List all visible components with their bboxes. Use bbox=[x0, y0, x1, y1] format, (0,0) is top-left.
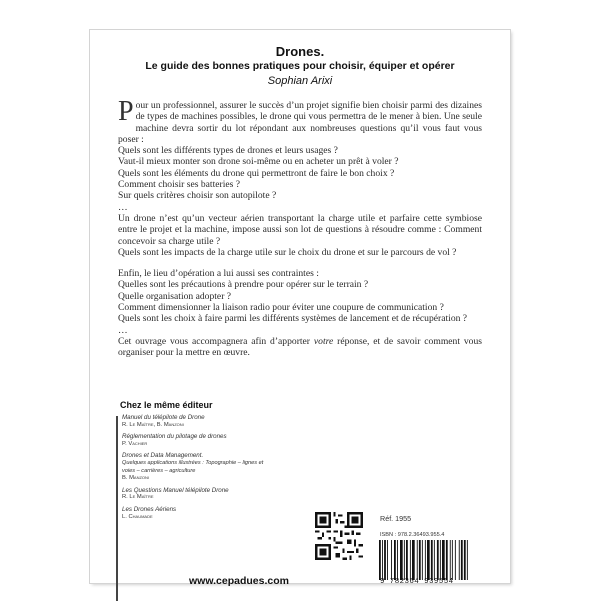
payload-paragraph: Un drone n’est qu’un vecteur aérien transportant la charge utile et parfaire cette symbiose entre le projet et la machine, impose aussi son lot de questions à résoudre comme : Comment concevoir sa charge utile ? bbox=[118, 212, 482, 247]
isbn: ISBN : 978.2.36493.955.4 bbox=[380, 532, 445, 538]
list-item: Les Questions Manuel télépilote Drone R. Le Maître bbox=[122, 486, 229, 501]
question-line: Sur quels critères choisir son autopilote ? bbox=[118, 190, 277, 202]
question-line: Quels sont les différents types de drones et leurs usages ? bbox=[118, 145, 338, 157]
same-publisher-heading: Chez le même éditeur bbox=[120, 400, 213, 410]
question-line: Vaut-il mieux monter son drone soi-même ou en acheter un prêt à voler ? bbox=[118, 156, 399, 168]
drop-cap: P bbox=[118, 96, 134, 127]
closing-paragraph: Cet ouvrage vous accompagnera afin d’apporter votre réponse, et de savoir comment vous organiser pour la mettre en œuvre. bbox=[118, 335, 483, 359]
question-line: … bbox=[118, 324, 128, 336]
qr-code-icon bbox=[315, 512, 363, 560]
question-line: Quels sont les éléments du drone qui permettront de faire le bon choix ? bbox=[118, 167, 395, 179]
book-back-cover bbox=[90, 30, 510, 587]
operations-intro: Enfin, le lieu d’opération a lui aussi ses contraintes : bbox=[118, 268, 319, 280]
question-line: Comment choisir ses batteries ? bbox=[118, 179, 241, 191]
publisher-website[interactable]: www.cepadues.com bbox=[189, 575, 289, 587]
blurb bbox=[118, 96, 483, 359]
question-line: Quelles sont les précautions à prendre pour opérer sur le terrain ? bbox=[118, 279, 369, 291]
list-item: Manuel du télépilote de Drone R. Le Maître, B. Manzoni bbox=[122, 414, 205, 428]
book-author: Sophian Arixi bbox=[267, 75, 333, 87]
barcode-number: 9 782364 939554 bbox=[380, 578, 454, 586]
barcode-icon bbox=[378, 540, 489, 580]
intro-paragraph bbox=[118, 96, 482, 145]
question-line: … bbox=[118, 201, 128, 213]
list-item: Réglementation du pilotage de drones P. Vachier bbox=[122, 433, 227, 447]
payload-question: Quels sont les impacts de la charge utile sur le choix du drone et sur le parcours de vol ? bbox=[118, 246, 457, 258]
book-title: Drones. bbox=[275, 44, 325, 59]
question-line: Quelle organisation adopter ? bbox=[118, 290, 232, 302]
list-item: Drones et Data Management. Quelques applications illustrées : Topographie – lignes et voies – carrières – agriculture B. Manzoni bbox=[122, 452, 264, 482]
book-subtitle: Le guide des bonnes pratiques pour choisir, équiper et opérer bbox=[145, 60, 455, 72]
related-books-list bbox=[122, 414, 272, 525]
list-divider bbox=[116, 416, 118, 601]
reference-number: Réf. 1955 bbox=[380, 514, 412, 523]
list-item: Les Drones Aériens L. Chaumade bbox=[122, 505, 177, 520]
intro-text: our un professionnel, assurer le succès d’un projet signifie bien choisir parmi des dizaines de types de machines possibles, le drone qui vous permettra de le mener à bien. Une seule machine devra sortir du lot répondant aux nombreuses questions qu’il vous faut vous poser : bbox=[118, 100, 482, 145]
question-line: Comment dimensionner la liaison radio pour éviter une coupure de communication ? bbox=[118, 302, 444, 314]
question-line: Quels sont les choix à faire parmi les différents systèmes de lancement et de récupération ? bbox=[118, 313, 468, 325]
